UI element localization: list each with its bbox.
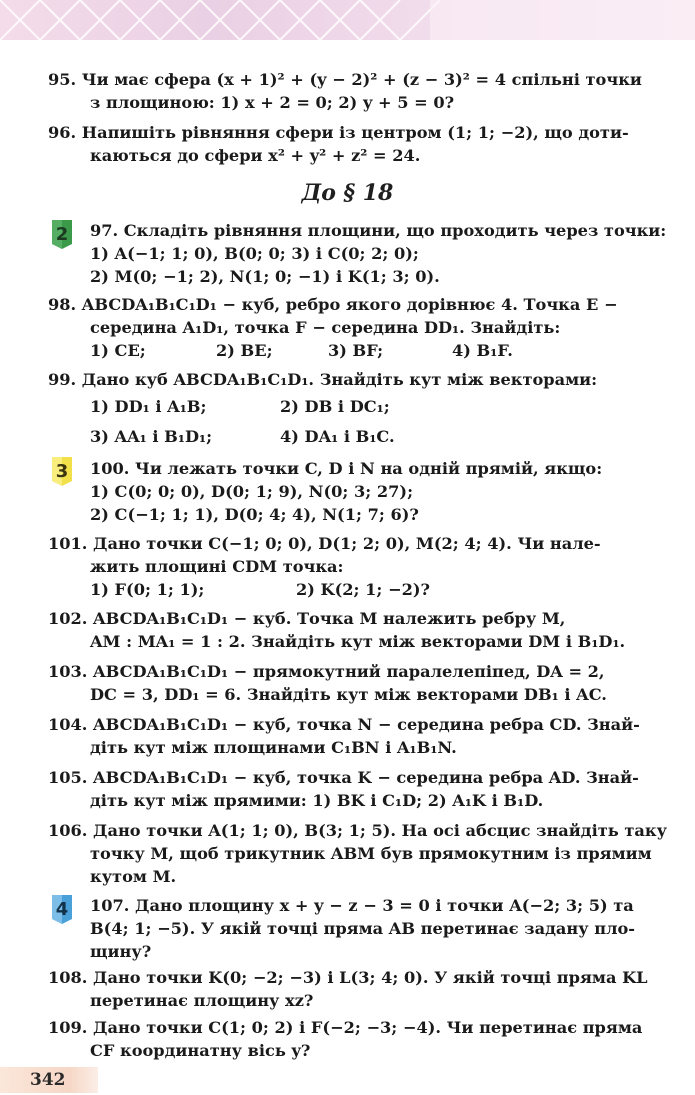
problem-97-line-3: 2) M(0; −1; 2), N(1; 0; −1) і K(1; 3; 0). <box>90 267 440 286</box>
problem-98-options <box>48 339 643 362</box>
problem-107-line-3: щину? <box>90 942 152 961</box>
problem-109-line-1: 109. Дано точки C(1; 0; 2) і F(−2; −3; −4). Чи перетинає пряма <box>48 1018 643 1037</box>
problem-97-line-2: 1) A(−1; 1; 0), B(0; 0; 3) і C(0; 2; 0); <box>90 244 419 263</box>
section-heading: До § 18 <box>301 180 394 206</box>
problem-97-line-1: 97. Складіть рівняння площини, що проходить через точки: <box>90 221 667 240</box>
problem-98-option-4: 4) B₁F. <box>452 341 513 360</box>
problem-103-line-1: 103. ABCDA₁B₁C₁D₁ − прямокутний паралелепіпед, DA = 2, <box>48 662 605 681</box>
problem-104 <box>48 713 643 759</box>
problem-106 <box>48 819 667 888</box>
level-4-badge-label: 4 <box>55 899 69 920</box>
problem-98-option-1: 1) CE; <box>90 341 146 360</box>
decorative-banner <box>0 0 695 40</box>
problem-99-options-b <box>48 425 643 455</box>
problem-108 <box>48 966 648 1012</box>
problem-95-line-1: 95. Чи має сфера (x + 1)² + (y − 2)² + (z − 3)² = 4 спільні точки <box>48 70 642 89</box>
problem-109-line-2: CF координатну вісь y? <box>90 1041 311 1060</box>
problem-106-line-1: 106. Дано точки A(1; 1; 0), B(3; 1; 5). На осі абсцис знайдіть таку <box>48 821 667 840</box>
problem-99-option-3: 3) AA₁ і B₁D₁; <box>90 427 213 446</box>
problem-102-line-1: 102. ABCDA₁B₁C₁D₁ − куб. Точка M належить ребру M, <box>48 609 566 628</box>
problem-101-option-1: 1) F(0; 1; 1); <box>90 580 205 599</box>
problem-99-option-2: 2) DB і DC₁; <box>280 397 390 416</box>
problem-107 <box>48 894 643 963</box>
problem-100-line-1: 100. Чи лежать точки C, D і N на одній прямій, якщо: <box>90 459 603 478</box>
problem-100-line-2: 1) C(0; 0; 0), D(0; 1; 9), N(0; 3; 27); <box>90 482 414 501</box>
problem-108-line-1: 108. Дано точки K(0; −2; −3) і L(3; 4; 0). У якій точці пряма KL <box>48 968 648 987</box>
problem-98-line-1: 98. ABCDA₁B₁C₁D₁ − куб, ребро якого дорівнює 4. Точка E − <box>48 295 618 314</box>
problem-104-line-2: діть кут між площинами C₁BN і A₁B₁N. <box>90 738 457 757</box>
problem-109 <box>48 1016 643 1062</box>
problem-107-line-1: 107. Дано площину x + y − z − 3 = 0 і точки A(−2; 3; 5) та <box>90 896 634 915</box>
page-number: 342 <box>30 1070 66 1090</box>
problem-99-line-1: 99. Дано куб ABCDA₁B₁C₁D₁. Знайдіть кут між векторами: <box>48 370 598 389</box>
problem-100-line-3: 2) C(−1; 1; 1), D(0; 4; 4), N(1; 7; 6)? <box>90 505 419 524</box>
problem-99 <box>48 368 643 455</box>
problem-103-line-2: DC = 3, DD₁ = 6. Знайдіть кут між векторами DB₁ і AC. <box>90 685 607 704</box>
level-2-badge-label: 2 <box>55 224 69 245</box>
problem-102 <box>48 607 643 653</box>
banner-pattern <box>0 0 695 40</box>
page-number-box <box>0 1067 98 1093</box>
problem-101-option-2: 2) K(2; 1; −2)? <box>296 580 431 599</box>
problem-99-option-4: 4) DA₁ і B₁C. <box>280 427 395 446</box>
problem-96-line-1: 96. Напишіть рівняння сфери із центром (1; 1; −2), що доти- <box>48 123 629 142</box>
problem-106-line-2: точку M, щоб трикутник ABM був прямокутним із прямим <box>90 844 652 863</box>
problem-97 <box>48 219 667 288</box>
problem-99-options-a <box>48 395 643 425</box>
problem-105 <box>48 766 643 812</box>
problem-102-line-2: AM : MA₁ = 1 : 2. Знайдіть кут між векторами DM і B₁D₁. <box>90 632 626 651</box>
problem-100 <box>48 457 643 526</box>
problem-98-option-3: 3) BF; <box>328 341 384 360</box>
problem-99-option-1: 1) DD₁ і A₁B; <box>90 397 207 416</box>
problem-98 <box>48 293 643 362</box>
problem-96-line-2: каються до сфери x² + y² + z² = 24. <box>90 146 421 165</box>
problem-101-options <box>48 578 643 601</box>
problem-101-line-2: жить площині CDM точка: <box>90 557 344 576</box>
problem-104-line-1: 104. ABCDA₁B₁C₁D₁ − куб, точка N − середина ребра CD. Знай- <box>48 715 640 734</box>
level-3-badge-label: 3 <box>55 461 69 482</box>
problem-107-line-2: B(4; 1; −5). У якій точці пряма AB перетинає задану пло- <box>90 919 636 938</box>
problem-96 <box>48 121 643 167</box>
problem-98-line-2: середина A₁D₁, точка F − середина DD₁. Знайдіть: <box>90 318 561 337</box>
problem-101 <box>48 532 643 601</box>
problem-95 <box>48 68 643 114</box>
problem-101-line-1: 101. Дано точки C(−1; 0; 0), D(1; 2; 0), M(2; 4; 4). Чи нале- <box>48 534 601 553</box>
problem-103 <box>48 660 643 706</box>
problem-105-line-2: діть кут між прямими: 1) BK і C₁D; 2) A₁K і B₁D. <box>90 791 544 810</box>
problem-106-line-3: кутом M. <box>90 867 177 886</box>
problem-95-line-2: з площиною: 1) x + 2 = 0; 2) y + 5 = 0? <box>90 93 455 112</box>
problem-98-option-2: 2) BE; <box>216 341 273 360</box>
problem-108-line-2: перетинає площину xz? <box>90 991 314 1010</box>
problem-105-line-1: 105. ABCDA₁B₁C₁D₁ − куб, точка K − середина ребра AD. Знай- <box>48 768 639 787</box>
